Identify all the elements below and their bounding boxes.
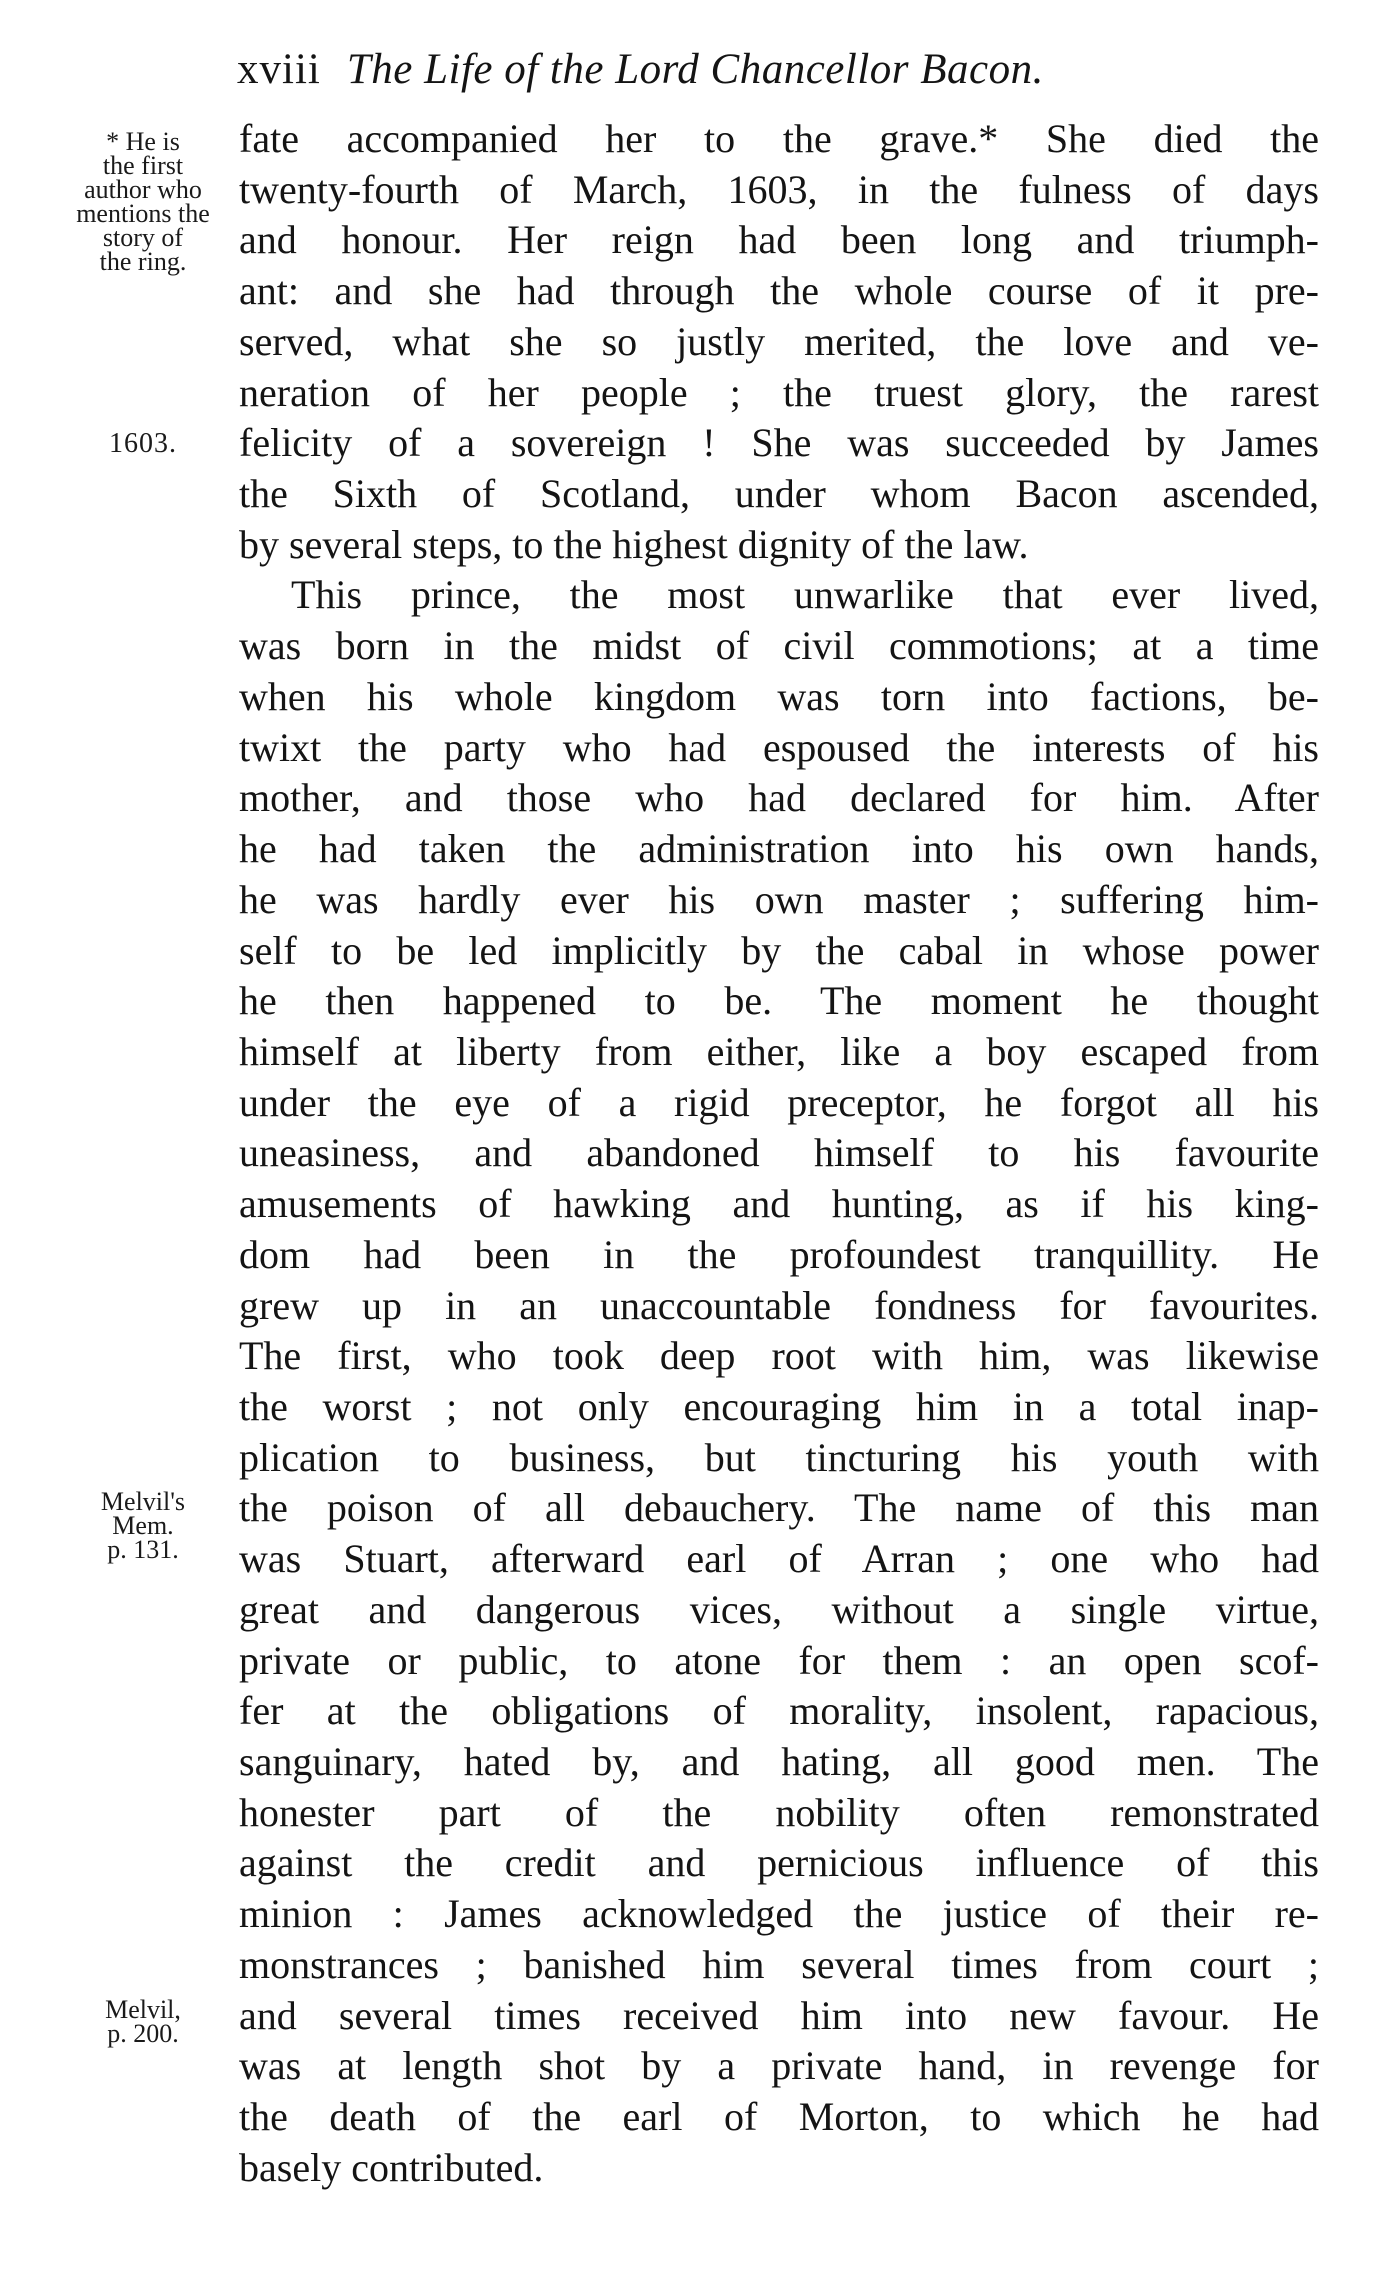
- text-line: fate accompanied her to the grave.* She died the: [239, 116, 1319, 161]
- text-line: the poison of all debauchery. The name of this man: [239, 1485, 1319, 1531]
- text-line: private or public, to atone for them : an open scof-: [239, 1637, 1319, 1683]
- text-line: felicity of a sovereign ! She was succeeded by James: [239, 420, 1319, 466]
- margin-note-line: Mem.: [112, 1511, 174, 1540]
- text-line: the worst ; not only encouraging him in a total inap-: [239, 1383, 1319, 1429]
- text-line: This prince, the most unwarlike that ever lived,: [291, 572, 1319, 618]
- text-line: neration of her people ; the truest glory, the rarest: [239, 369, 1319, 415]
- margin-note-melvil-200: [58, 1995, 228, 2048]
- text-line: twenty-fourth of March, 1603, in the fulness of days: [239, 166, 1319, 212]
- text-line: when his whole kingdom was torn into factions, be-: [239, 673, 1319, 719]
- running-title: The Life of the Lord Chancellor Bacon.: [346, 46, 1044, 93]
- text-line: he then happened to be. The moment he thought: [239, 978, 1319, 1024]
- text-line: plication to business, but tincturing his youth with: [239, 1434, 1319, 1480]
- margin-note-line: mentions the: [76, 199, 210, 228]
- text-line: great and dangerous vices, without a single virtue,: [239, 1586, 1319, 1632]
- text-line: sanguinary, hated by, and hating, all good men. The: [239, 1739, 1319, 1784]
- text-line: was at length shot by a private hand, in revenge for: [239, 2043, 1319, 2089]
- running-head: [237, 42, 1317, 98]
- margin-note-footnote: [58, 127, 228, 276]
- text-line: by several steps, to the highest dignity of the law.: [239, 521, 1029, 567]
- text-line: and several times received him into new favour. He: [239, 1992, 1319, 2038]
- margin-note-line: the first: [102, 151, 184, 180]
- text-line: under the eye of a rigid preceptor, he forgot all his: [239, 1079, 1319, 1125]
- text-line: himself at liberty from either, like a boy escaped from: [239, 1028, 1319, 1074]
- page-number: xviii: [237, 46, 321, 93]
- text-line: the Sixth of Scotland, under whom Bacon ascended,: [239, 471, 1319, 517]
- text-line: monstrances ; banished him several times from court ;: [239, 1941, 1319, 1987]
- text-line: he was hardly ever his own master ; suffering him-: [239, 876, 1319, 922]
- margin-note-melvil-memoirs: [58, 1487, 228, 1564]
- margin-note-line: Melvil,: [105, 1995, 181, 2024]
- text-line: dom had been in the profoundest tranquillity. He: [239, 1231, 1319, 1277]
- text-line: honester part of the nobility often remonstrated: [239, 1789, 1319, 1835]
- margin-note-line: story of: [102, 223, 184, 252]
- text-line: ant: and she had through the whole course of it pre-: [239, 268, 1319, 314]
- text-line: grew up in an unaccountable fondness for favourites.: [239, 1282, 1319, 1328]
- text-line: uneasiness, and abandoned himself to his favourite: [239, 1130, 1319, 1176]
- text-line: served, what she so justly merited, the love and ve-: [239, 318, 1319, 364]
- margin-note-line: the ring.: [99, 247, 187, 276]
- text-line: basely contributed.: [239, 2144, 544, 2190]
- margin-note-line: 1603.: [109, 428, 177, 459]
- text-line: amusements of hawking and hunting, as if his king-: [239, 1181, 1319, 1227]
- text-line: twixt the party who had espoused the interests of his: [239, 724, 1319, 770]
- text-line: mother, and those who had declared for him. After: [239, 775, 1319, 821]
- text-line: the death of the earl of Morton, to which he had: [239, 2094, 1319, 2140]
- text-line: against the credit and pernicious influence of this: [239, 1840, 1319, 1886]
- margin-note-line: p. 131.: [107, 1535, 179, 1564]
- text-line: The first, who took deep root with him, was likewise: [239, 1333, 1319, 1379]
- margin-note-line: author who: [84, 175, 202, 204]
- margin-note-line: * He is: [106, 127, 180, 156]
- text-line: and honour. Her reign had been long and triumph-: [239, 217, 1319, 263]
- text-line: he had taken the administration into his own hands,: [239, 826, 1319, 872]
- text-line: was born in the midst of civil commotions; at a time: [239, 623, 1319, 669]
- text-line: fer at the obligations of morality, insolent, rapacious,: [239, 1688, 1319, 1734]
- text-line: was Stuart, afterward earl of Arran ; one who had: [239, 1536, 1319, 1582]
- margin-note-line: Melvil's: [100, 1487, 186, 1516]
- margin-note-line: p. 200.: [107, 2019, 179, 2048]
- margin-note-year: [58, 428, 228, 459]
- text-line: self to be led implicitly by the cabal in whose power: [239, 927, 1319, 973]
- text-line: minion : James acknowledged the justice of their re-: [239, 1891, 1319, 1937]
- body-text: [239, 114, 1319, 2193]
